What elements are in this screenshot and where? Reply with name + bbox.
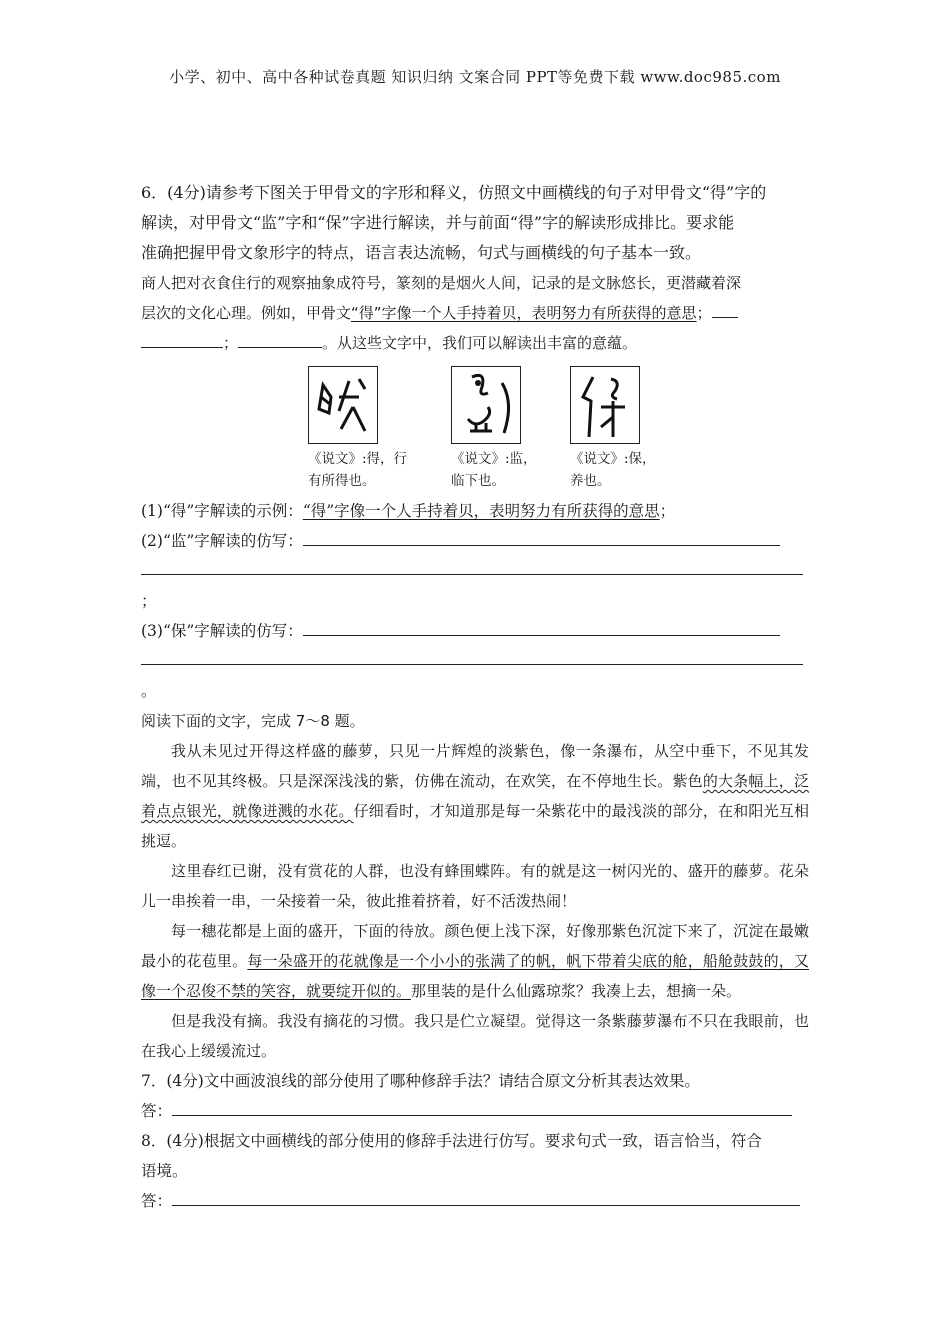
q8-answer-line[interactable] — [172, 1187, 800, 1206]
reading-p1-wavy-underline: 的大条幅上，泛着点点银光，就像迸溅的水花。 — [141, 772, 809, 820]
q6-sub1-label: (1)“得”字解读的示例： — [141, 502, 303, 520]
q6-instruction-line-2: 解读，对甲骨文“监”字和“保”字进行解读，并与前面“得”字的解读形成排比。要求能 — [141, 213, 735, 232]
figure-de — [308, 366, 418, 492]
q6-sub2-line-2-row — [141, 556, 809, 586]
figure-jian-caption-2: 临下也。 — [451, 473, 505, 489]
q6-sub3-label: (3)“保”字解读的仿写： — [141, 622, 303, 640]
q8-answer-row — [141, 1186, 809, 1216]
q6-sub1 — [141, 496, 809, 526]
q6-sub2-answer-line-1[interactable] — [303, 527, 780, 546]
oracle-glyph-bao-image — [570, 366, 640, 444]
q6-sub3-answer-line-1[interactable] — [303, 617, 780, 636]
reading-paragraph-3 — [141, 916, 809, 1006]
figure-de-caption-1: 《说文》:得，行 — [308, 451, 408, 467]
q6-sub2-end: ； — [141, 592, 157, 610]
q7-answer-line[interactable] — [172, 1097, 792, 1116]
reading-paragraph-4: 但是我没有摘。我没有摘花的习惯。我只是伫立凝望。觉得这一条紫藤萝瀑布不只在我眼前，也在我心上缓缓流过。 — [141, 1012, 809, 1060]
q8-question-line-2: 语境。 — [141, 1162, 188, 1180]
oracle-figures — [141, 366, 809, 496]
q6-passage-line-3 — [141, 328, 809, 358]
q6-sub3-answer-line-2[interactable] — [141, 646, 803, 665]
figure-de-caption-2: 有所得也。 — [308, 473, 376, 489]
q6-passage-line-1: 商人把对衣食住行的观察抽象成符号，篆刻的是烟火人间，记录的是文脉悠长，更潜藏着深 — [141, 274, 742, 292]
q6-separator: ； — [696, 304, 712, 322]
q6-blank-2[interactable] — [238, 329, 322, 348]
figure-bao-caption-1: 《说文》:保， — [570, 451, 656, 467]
reading-paragraph-2: 这里春红已谢，没有赏花的人群，也没有蜂围蝶阵。有的就是这一树闪光的、盛开的藤萝。花朵儿一串挨着一串，一朵接着一朵，彼此推着挤着，好不活泼热闹！ — [141, 862, 809, 910]
q6-instruction-line-1: 6．(4分)请参考下图关于甲骨文的字形和释义，仿照文中画横线的句子对甲骨文“得”字的 — [141, 183, 767, 202]
figure-bao-caption-2: 养也。 — [570, 473, 611, 489]
q6-passage-end: 。从这些文字中，我们可以解读出丰富的意蕴。 — [322, 334, 638, 352]
reading-p1-text-b: 仔细看时，才知道那是每一朵紫花中的最浅淡的部分，在和阳光互相挑逗。 — [141, 802, 809, 850]
oracle-glyph-jian-image — [451, 366, 521, 444]
q8-question-line-1: 8．(4分)根据文中画横线的部分使用的修辞手法进行仿写。要求句式一致，语言恰当，符合 — [141, 1132, 762, 1150]
q6-sub3-line-2-row — [141, 646, 809, 676]
reading-p3-text-b: 那里装的是什么仙露琼浆？我凑上去，想摘一朵。 — [411, 982, 742, 1000]
q6-sub2-label: (2)“监”字解读的仿写： — [141, 532, 303, 550]
reading-p3-text-a: 每一穗花都是上面的盛开，下面的待放。颜色便上浅下深，好像那紫色沉淀下来了，沉淀在最嫩最小的花苞里。 — [141, 922, 809, 970]
q6-sub1-answer: “得”字像一个人手持着贝，表明努力有所获得的意思 — [302, 502, 660, 520]
reading-intro: 阅读下面的文字，完成 7～8 题。 — [141, 712, 365, 730]
q6-separator-2: ； — [223, 334, 239, 352]
q8-answer-label: 答： — [141, 1192, 173, 1210]
q6-sub1-end: ； — [659, 502, 676, 520]
question-content — [141, 178, 809, 1216]
q6-blank-1a[interactable] — [712, 299, 738, 318]
q7-question: 7．(4分)文中画波浪线的部分使用了哪种修辞手法？请结合原文分析其表达效果。 — [141, 1072, 700, 1090]
q6-passage-text: 层次的文化心理。例如，甲骨文 — [141, 304, 352, 322]
figure-jian-caption-1: 《说文》:监， — [451, 451, 537, 467]
q6-blank-1b[interactable] — [141, 329, 223, 348]
q7-answer-row — [141, 1096, 809, 1126]
reading-p1-text-a: 我从未见过开得这样盛的藤萝，只见一片辉煌的淡紫色，像一条瀑布，从空中垂下，不见其发端，也不见其终极。只是深深浅浅的紫，仿佛在流动，在欢笑，在不停地生长。紫色 — [141, 742, 809, 790]
q6-passage-line-2 — [141, 298, 809, 328]
figure-jian — [451, 366, 561, 492]
q6-underlined-example: “得”字像一个人手持着贝，表明努力有所获得的意思 — [351, 304, 697, 322]
q6-sub3-end: 。 — [141, 682, 157, 700]
oracle-glyph-de-image — [308, 366, 378, 444]
reading-paragraph-1 — [141, 736, 809, 856]
figure-bao — [570, 366, 680, 492]
page-header: 小学、初中、高中各种试卷真题 知识归纳 文案合同 PPT等免费下载 www.doc985.com — [169, 68, 781, 86]
q6-sub2 — [141, 526, 809, 556]
q6-sub3 — [141, 616, 809, 646]
reading-p3-underlined: 每一朵盛开的花就像是一个小小的张满了的帆，帆下带着尖底的舱，船舱鼓鼓的，又像一个忍俊不禁的笑容，就要绽开似的。 — [141, 952, 809, 1000]
q7-answer-label: 答： — [141, 1102, 173, 1120]
q6-instruction-line-3: 准确把握甲骨文象形字的特点，语言表达流畅，句式与画横线的句子基本一致。 — [141, 243, 702, 262]
q6-sub2-answer-line-2[interactable] — [141, 556, 803, 575]
